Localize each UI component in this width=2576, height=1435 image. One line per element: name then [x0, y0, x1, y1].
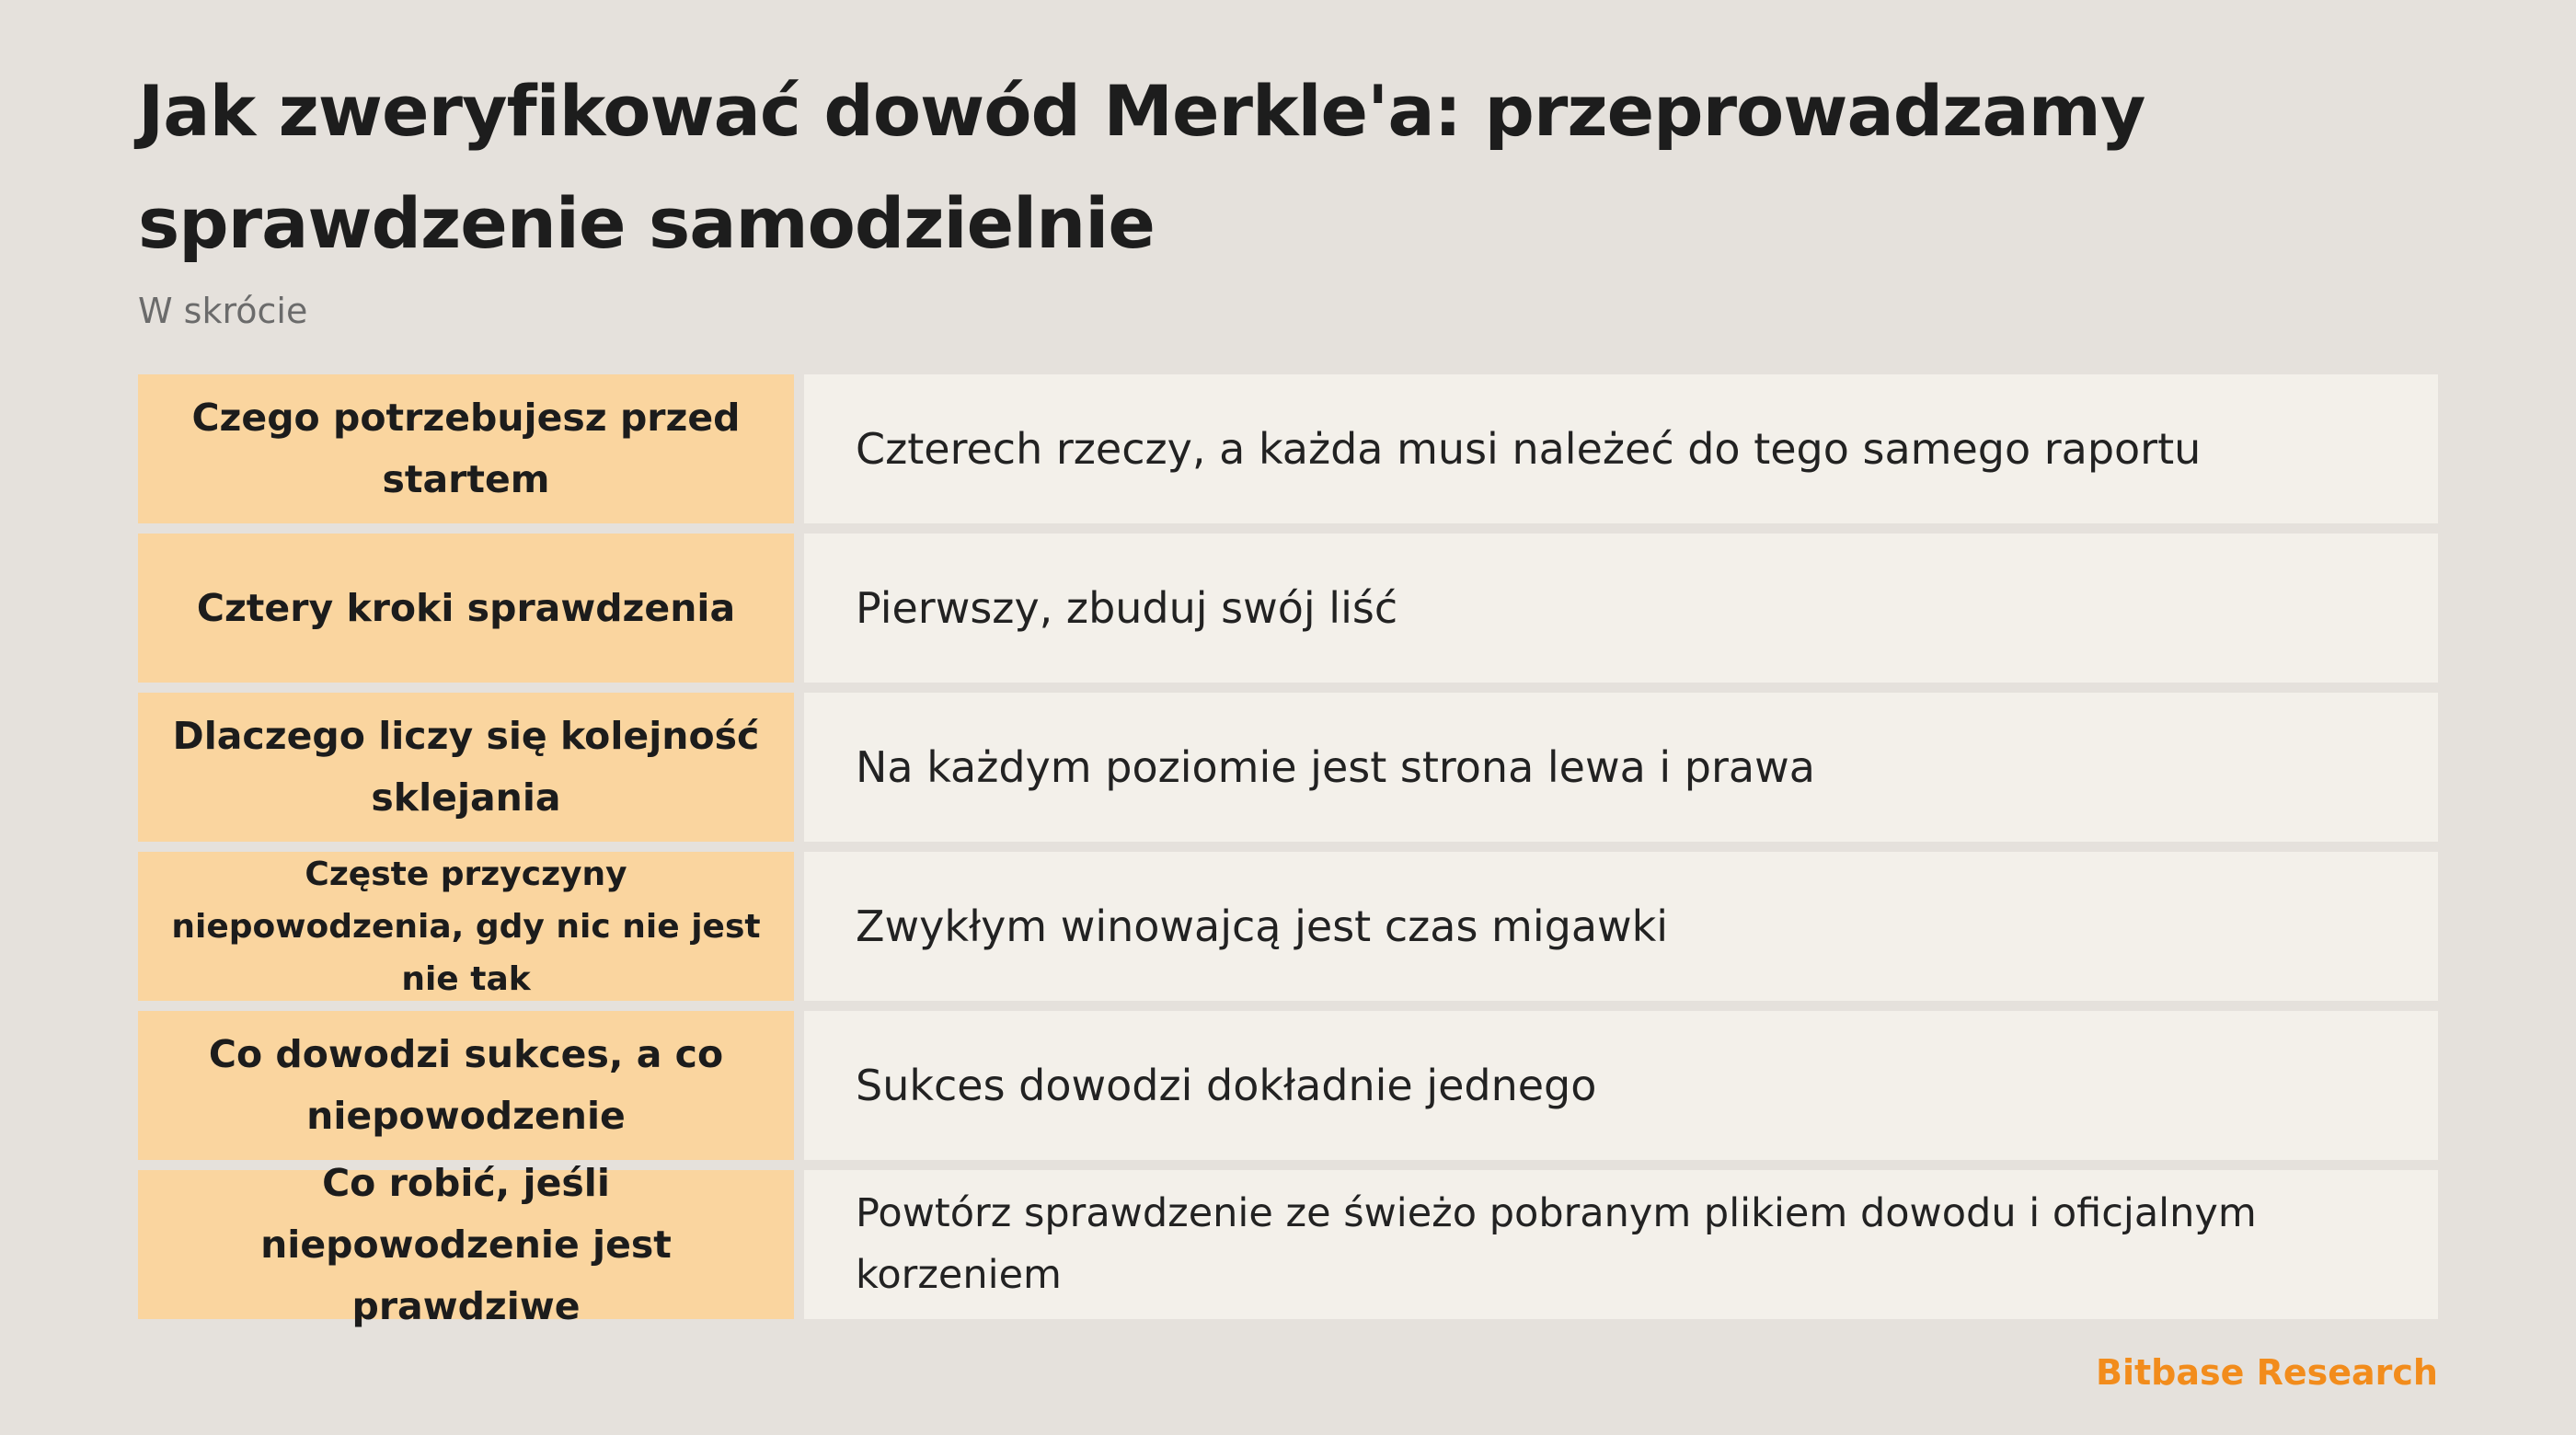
row-label: Co robić, jeśli niepowodzenie jest prawdziwe [138, 1170, 794, 1319]
row-value: Sukces dowodzi dokładnie jednego [804, 1011, 2438, 1160]
row-value: Na każdym poziomie jest strona lewa i prawa [804, 693, 2438, 842]
row-label: Cztery kroki sprawdzenia [138, 534, 794, 683]
page-header [138, 55, 2438, 335]
row-label: Dlaczego liczy się kolejność sklejania [138, 693, 794, 842]
table-row [138, 1160, 2438, 1328]
row-label: Częste przyczyny niepowodzenia, gdy nic nie jest nie tak [138, 852, 794, 1001]
summary-table [138, 374, 2438, 1328]
page-subtitle: W skrócie [138, 291, 308, 331]
table-row [138, 1011, 2438, 1160]
brand-label: Bitbase Research [2095, 1352, 2438, 1393]
table-row [138, 534, 2438, 683]
row-value: Pierwszy, zbuduj swój liść [804, 534, 2438, 683]
page-title: Jak zweryfikować dowód Merkle'a: przeprowadzamy sprawdzenie samodzielnie [138, 70, 2145, 264]
table-row [138, 693, 2438, 842]
row-value: Czterech rzeczy, a każda musi należeć do tego samego raportu [804, 374, 2438, 523]
table-row [138, 374, 2438, 523]
row-value: Zwykłym winowajcą jest czas migawki [804, 852, 2438, 1001]
row-value: Powtórz sprawdzenie ze świeżo pobranym plikiem dowodu i oficjalnym korzeniem [804, 1170, 2438, 1319]
table-row [138, 852, 2438, 1001]
row-label: Co dowodzi sukces, a co niepowodzenie [138, 1011, 794, 1160]
row-label: Czego potrzebujesz przed startem [138, 374, 794, 523]
